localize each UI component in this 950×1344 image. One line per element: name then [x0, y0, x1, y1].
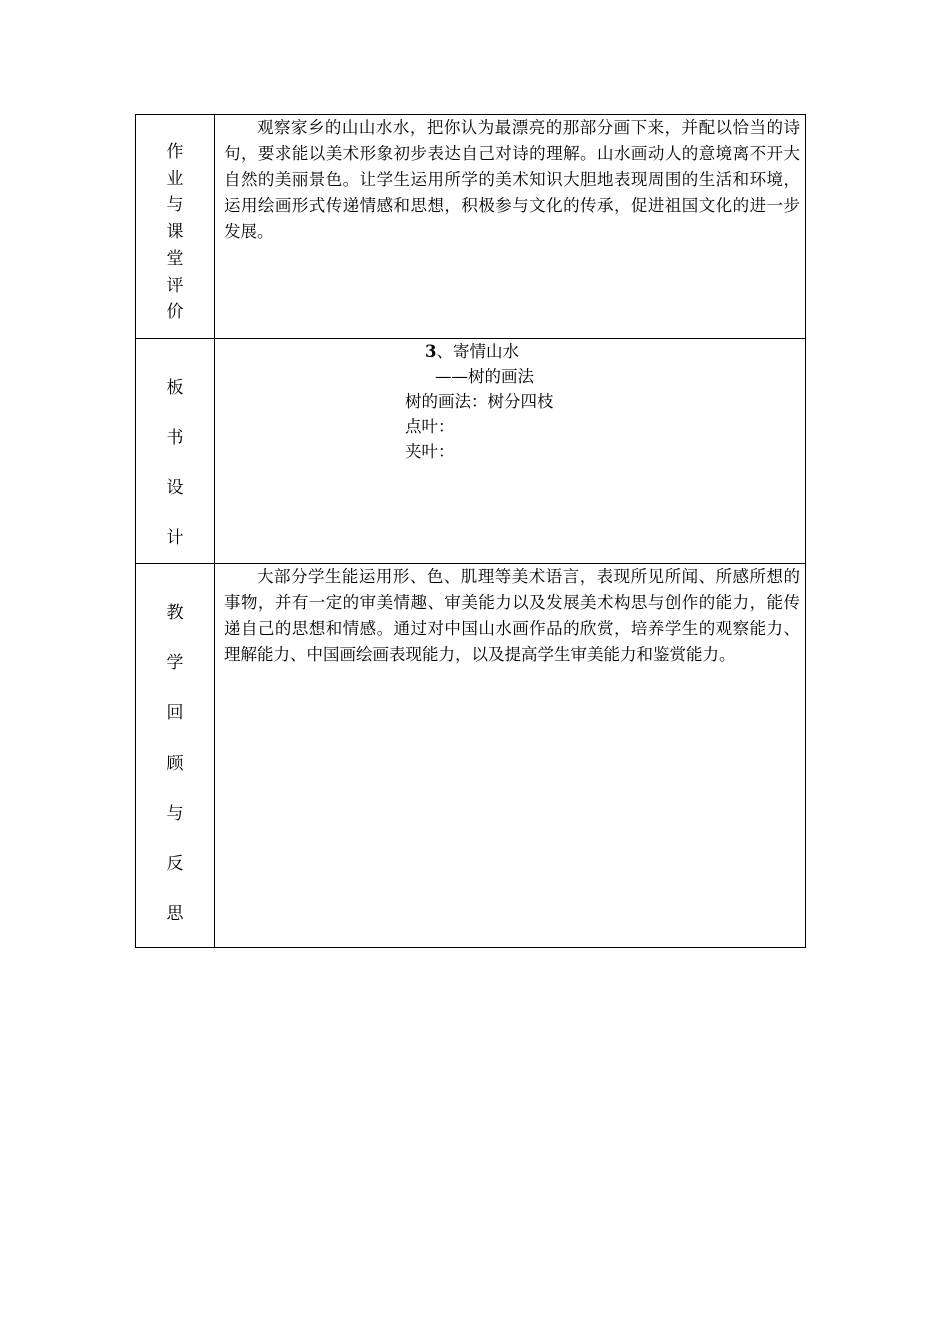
label-char: 与 [166, 195, 184, 216]
board-design-label [136, 339, 214, 563]
homework-evaluation-label [136, 115, 214, 326]
homework-evaluation-text: 观察家乡的山山水水，把你认为最漂亮的那部分画下来，并配以恰当的诗句，要求能以美术形象初步表达自己对诗的理解。山水画动人的意境离不开大自然的美丽景色。让学生运用所学的美术知识大胆地表现周围的生活和环境，运用绘画形式传递情感和思想，积极参与文化的传承，促进祖国文化的进一步发展。 [224, 118, 800, 241]
lesson-plan-table [135, 114, 806, 948]
label-char: 计 [166, 528, 184, 548]
board-design-row [136, 339, 806, 564]
label-char: 堂 [166, 248, 184, 269]
label-char: 评 [166, 275, 184, 296]
board-title-text: 、寄情山水 [436, 342, 519, 361]
homework-evaluation-row [136, 115, 806, 339]
label-char: 作 [166, 142, 184, 162]
label-char: 业 [166, 168, 184, 189]
label-char: 设 [166, 478, 184, 498]
label-char: 板 [166, 378, 184, 398]
label-char: 与 [166, 803, 184, 824]
teaching-reflection-label-cell [136, 564, 215, 948]
board-title [215, 339, 805, 364]
teaching-reflection-content-cell [215, 564, 806, 948]
homework-evaluation-content-cell [215, 115, 806, 339]
board-title-number: 3 [425, 342, 437, 361]
label-char: 反 [166, 854, 184, 875]
teaching-reflection-label [136, 564, 214, 939]
label-char: 教 [166, 603, 184, 623]
label-char: 书 [166, 428, 184, 448]
homework-evaluation-label-cell [136, 115, 215, 339]
teaching-reflection-text: 大部分学生能运用形、色、肌理等美术语言，表现所见所闻、所感所想的事物，并有一定的审美情趣、审美能力以及发展美术构思与创作的能力，能传递自己的思想和情感。通过对中国山水画作品的欣赏，培养学生的观察能力、理解能力、中国画绘画表现能力，以及提高学生审美能力和鉴赏能力。 [224, 567, 800, 664]
label-char: 学 [166, 653, 184, 674]
label-char: 课 [166, 222, 184, 243]
board-item-outline-leaf: 夹叶： [405, 442, 455, 461]
teaching-reflection-row [136, 564, 806, 948]
label-char: 思 [166, 904, 184, 925]
label-char: 价 [166, 302, 184, 323]
board-item-tree-method: 树的画法：树分四枝 [405, 392, 554, 411]
label-char: 顾 [166, 753, 184, 774]
board-item-dot-leaf: 点叶： [405, 417, 455, 436]
label-char: 回 [166, 703, 184, 724]
board-design-content [215, 339, 805, 464]
board-design-label-cell [136, 339, 215, 564]
board-design-content-cell [215, 339, 806, 564]
board-subtitle: ——树的画法 [435, 367, 534, 386]
